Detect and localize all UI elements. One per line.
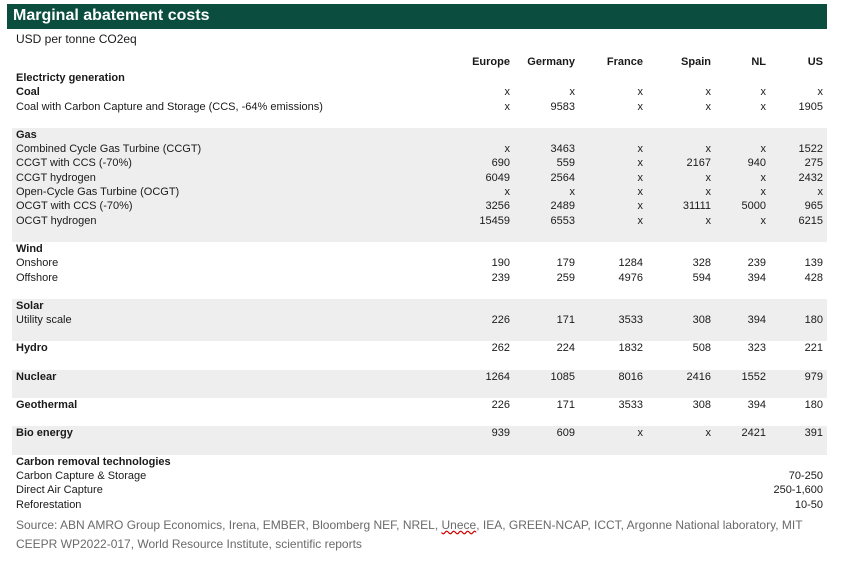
- value-cell: x: [715, 185, 770, 199]
- table-row: [12, 256, 827, 270]
- value-cell: 180: [770, 313, 827, 327]
- gap-cell: [647, 327, 715, 341]
- value-cell: 939: [447, 426, 514, 440]
- empty-cell: [647, 71, 715, 85]
- gap-cell: [12, 228, 392, 242]
- value-cell: [770, 242, 827, 256]
- group-gap-row: [12, 285, 827, 299]
- title-bar: [7, 4, 827, 29]
- gap-cell: [514, 228, 579, 242]
- gap-cell: [715, 356, 770, 370]
- carbon-removal-heading: Carbon removal technologies: [16, 455, 171, 468]
- gap-cell: [12, 327, 392, 341]
- value-cell: [715, 242, 770, 256]
- gap-cell: [12, 441, 392, 455]
- value-cell: 1832: [618, 342, 643, 355]
- gap-cell: [12, 356, 392, 370]
- value-cell: 3463: [514, 142, 579, 156]
- carbon-removal-label: Carbon Capture & Storage: [16, 469, 147, 482]
- carbon-removal-label: Direct Air Capture: [16, 484, 103, 497]
- gap-cell: [447, 228, 514, 242]
- value-cell: x: [715, 214, 770, 228]
- value-cell: 940: [715, 156, 770, 170]
- gap-cell: [770, 327, 827, 341]
- table-row: [12, 142, 827, 156]
- gap-cell: [579, 356, 647, 370]
- gap-cell: [579, 327, 647, 341]
- source-note: Source: ABN AMRO Group Economics, Irena, EMBER, Bloomberg NEF, NREL, Unece, IEA, GREEN-NCAP, ICCT, Argonne National laboratory, MIT CEEPR WP2022-017, World Resource Institute, scientific reports: [16, 518, 803, 551]
- carbon-removal-heading-row: [12, 455, 827, 469]
- value-cell: x: [647, 142, 715, 156]
- table-row: [12, 100, 827, 114]
- column-header: France: [606, 56, 643, 69]
- value-cell: 226: [491, 399, 510, 412]
- value-cell: 6049: [447, 171, 514, 185]
- value-cell: 2167: [647, 156, 715, 170]
- gap-cell: [12, 114, 392, 128]
- value-cell: [447, 299, 514, 313]
- group-gap-row: [12, 412, 827, 426]
- gap-cell: [447, 356, 514, 370]
- value-cell: [447, 242, 514, 256]
- gap-cell: [647, 412, 715, 426]
- value-cell: x: [579, 142, 647, 156]
- gap-cell: [392, 114, 447, 128]
- gap-cell: [447, 114, 514, 128]
- source-underlined-word: Unece: [441, 518, 477, 532]
- gap-cell: [579, 285, 647, 299]
- value-cell: [770, 299, 827, 313]
- value-cell: 224: [556, 342, 575, 355]
- gap-cell: [647, 285, 715, 299]
- value-cell: 139: [804, 257, 823, 270]
- value-cell: [715, 128, 770, 142]
- value-cell: 6553: [514, 214, 579, 228]
- value-cell: 2421: [715, 426, 770, 440]
- gap-cell: [12, 384, 392, 398]
- gap-cell: [514, 384, 579, 398]
- carbon-removal-value: 70-250: [788, 469, 823, 482]
- gap-cell: [447, 327, 514, 341]
- value-cell: [647, 242, 715, 256]
- value-cell: [514, 128, 579, 142]
- value-cell: [447, 128, 514, 142]
- table-row: [12, 242, 827, 256]
- header-spacer: [12, 54, 447, 71]
- gap-cell: [579, 441, 647, 455]
- gap-cell: [715, 441, 770, 455]
- value-cell: 1522: [770, 142, 827, 156]
- group-gap-row: [12, 228, 827, 242]
- value-cell: 8016: [579, 370, 647, 384]
- value-cell: [514, 299, 579, 313]
- gap-cell: [447, 412, 514, 426]
- value-cell: [647, 299, 715, 313]
- value-cell: 262: [491, 342, 510, 355]
- row-label: Onshore: [16, 257, 59, 270]
- section-heading: Electricty generation: [16, 72, 125, 84]
- gap-cell: [392, 285, 447, 299]
- value-cell: x: [447, 142, 514, 156]
- value-cell: 4976: [618, 271, 643, 284]
- gap-cell: [647, 441, 715, 455]
- value-cell: 5000: [715, 199, 770, 213]
- row-label: Geothermal: [16, 399, 78, 412]
- value-cell: 1905: [798, 100, 823, 113]
- value-cell: 179: [556, 257, 575, 270]
- value-cell: 221: [804, 342, 823, 355]
- value-cell: x: [705, 100, 711, 113]
- value-cell: [579, 242, 647, 256]
- table-row: [12, 313, 827, 327]
- table-row: [12, 199, 827, 213]
- spacer-cell: [392, 341, 447, 355]
- gap-cell: [514, 441, 579, 455]
- value-cell: x: [579, 214, 647, 228]
- value-cell: 3533: [618, 399, 643, 412]
- gap-cell: [514, 412, 579, 426]
- carbon-removal-row: [12, 483, 827, 497]
- gap-cell: [514, 356, 579, 370]
- value-cell: 3256: [447, 199, 514, 213]
- value-cell: x: [504, 86, 510, 99]
- carbon-removal-label: Reforestation: [16, 498, 82, 511]
- value-cell: 690: [447, 156, 514, 170]
- gap-cell: [647, 384, 715, 398]
- section-heading-row: [12, 71, 827, 85]
- value-cell: x: [647, 214, 715, 228]
- value-cell: 1264: [447, 370, 514, 384]
- value-cell: 394: [747, 271, 766, 284]
- gap-cell: [770, 441, 827, 455]
- table-row: [12, 128, 827, 142]
- table-row: [12, 370, 827, 384]
- row-label: Gas: [12, 128, 392, 142]
- value-cell: 979: [770, 370, 827, 384]
- value-cell: 508: [692, 342, 711, 355]
- value-cell: x: [647, 185, 715, 199]
- units-subtitle: USD per tonne CO2eq: [16, 32, 137, 46]
- row-label: Nuclear: [12, 370, 392, 384]
- group-gap-row: [12, 384, 827, 398]
- value-cell: 559: [514, 156, 579, 170]
- row-label: OCGT hydrogen: [12, 214, 392, 228]
- gap-cell: [770, 384, 827, 398]
- value-cell: x: [514, 185, 579, 199]
- spacer-cell: [392, 271, 447, 285]
- spacer-cell: [392, 214, 447, 228]
- gap-cell: [514, 114, 579, 128]
- gap-cell: [392, 228, 447, 242]
- empty-cell: [447, 71, 514, 85]
- value-cell: x: [760, 86, 766, 99]
- value-cell: 1552: [715, 370, 770, 384]
- value-cell: x: [447, 185, 514, 199]
- value-cell: x: [705, 86, 711, 99]
- value-cell: [579, 299, 647, 313]
- value-cell: x: [579, 185, 647, 199]
- spacer-cell: [392, 128, 447, 142]
- value-cell: x: [569, 86, 575, 99]
- carbon-removal-value: 10-50: [794, 498, 823, 511]
- gap-cell: [715, 285, 770, 299]
- row-label: Wind: [16, 242, 43, 255]
- value-cell: 428: [804, 271, 823, 284]
- value-cell: x: [504, 100, 510, 113]
- table-row: [12, 341, 827, 355]
- spacer-cell: [392, 398, 447, 412]
- value-cell: 965: [770, 199, 827, 213]
- value-cell: 171: [514, 313, 579, 327]
- value-cell: 323: [747, 342, 766, 355]
- row-label: Coal with Carbon Capture and Storage (CCS, -64% emissions): [16, 100, 323, 113]
- empty-cell: [579, 71, 647, 85]
- value-cell: 239: [747, 257, 766, 270]
- column-header: Germany: [527, 56, 575, 69]
- value-cell: 6215: [770, 214, 827, 228]
- spacer-cell: [392, 156, 447, 170]
- spacer-cell: [392, 256, 447, 270]
- table-row: [12, 156, 827, 170]
- table-row: [12, 85, 827, 99]
- row-label: Bio energy: [12, 426, 392, 440]
- gap-cell: [12, 285, 392, 299]
- gap-cell: [447, 384, 514, 398]
- value-cell: 1085: [514, 370, 579, 384]
- row-label: Combined Cycle Gas Turbine (CCGT): [12, 142, 392, 156]
- gap-cell: [579, 114, 647, 128]
- value-cell: 391: [770, 426, 827, 440]
- spacer-cell: [392, 370, 447, 384]
- carbon-removal-row: [12, 498, 827, 512]
- value-cell: 394: [747, 399, 766, 412]
- gap-cell: [715, 228, 770, 242]
- value-cell: 180: [804, 399, 823, 412]
- gap-cell: [12, 412, 392, 426]
- value-cell: 226: [447, 313, 514, 327]
- value-cell: 2564: [514, 171, 579, 185]
- value-cell: x: [647, 171, 715, 185]
- abatement-table: [12, 54, 827, 512]
- value-cell: [514, 242, 579, 256]
- value-cell: x: [579, 199, 647, 213]
- spacer-cell: [392, 185, 447, 199]
- gap-cell: [392, 327, 447, 341]
- gap-cell: [514, 285, 579, 299]
- gap-cell: [392, 356, 447, 370]
- spacer-cell: [392, 142, 447, 156]
- row-label: Open-Cycle Gas Turbine (OCGT): [12, 185, 392, 199]
- empty-cell: [514, 71, 579, 85]
- table-row: [12, 271, 827, 285]
- spacer-cell: [392, 313, 447, 327]
- value-cell: x: [579, 156, 647, 170]
- group-gap-row: [12, 327, 827, 341]
- value-cell: x: [760, 100, 766, 113]
- value-cell: 2489: [514, 199, 579, 213]
- column-header: NL: [751, 56, 766, 69]
- column-header: Spain: [681, 56, 711, 69]
- value-cell: 394: [715, 313, 770, 327]
- value-cell: x: [637, 100, 643, 113]
- value-cell: 259: [556, 271, 575, 284]
- spacer-cell: [392, 426, 447, 440]
- carbon-removal-row: [12, 469, 827, 483]
- value-cell: 275: [770, 156, 827, 170]
- gap-cell: [770, 285, 827, 299]
- gap-cell: [514, 327, 579, 341]
- gap-cell: [715, 384, 770, 398]
- row-label: Solar: [12, 299, 392, 313]
- value-cell: 1284: [618, 257, 643, 270]
- value-cell: x: [579, 171, 647, 185]
- gap-cell: [647, 228, 715, 242]
- row-label: Hydro: [16, 342, 48, 355]
- spacer-cell: [392, 100, 447, 114]
- value-cell: 3533: [579, 313, 647, 327]
- value-cell: x: [579, 426, 647, 440]
- value-cell: 239: [491, 271, 510, 284]
- gap-cell: [770, 228, 827, 242]
- gap-cell: [715, 114, 770, 128]
- spacer-cell: [392, 299, 447, 313]
- gap-cell: [770, 412, 827, 426]
- gap-cell: [392, 412, 447, 426]
- gap-cell: [647, 114, 715, 128]
- column-header-row: [12, 54, 827, 71]
- gap-cell: [447, 285, 514, 299]
- table-row: [12, 299, 827, 313]
- spacer-cell: [392, 171, 447, 185]
- page-title: Marginal abatement costs: [13, 7, 210, 24]
- value-cell: 609: [514, 426, 579, 440]
- value-cell: 2432: [770, 171, 827, 185]
- group-gap-row: [12, 441, 827, 455]
- value-cell: x: [647, 426, 715, 440]
- row-label: CCGT hydrogen: [12, 171, 392, 185]
- gap-cell: [392, 441, 447, 455]
- row-label: Coal: [16, 86, 40, 99]
- row-label: Offshore: [16, 271, 58, 284]
- value-cell: 2416: [647, 370, 715, 384]
- spacer-cell: [392, 85, 447, 99]
- empty-cell: [770, 71, 827, 85]
- group-gap-row: [12, 356, 827, 370]
- gap-cell: [715, 412, 770, 426]
- table-row: [12, 214, 827, 228]
- value-cell: x: [715, 171, 770, 185]
- gap-cell: [447, 441, 514, 455]
- gap-cell: [770, 114, 827, 128]
- gap-cell: [579, 412, 647, 426]
- spacer-cell: [392, 199, 447, 213]
- value-cell: 9583: [550, 100, 575, 113]
- gap-cell: [392, 384, 447, 398]
- gap-cell: [579, 228, 647, 242]
- column-header: US: [807, 56, 823, 69]
- gap-cell: [579, 384, 647, 398]
- value-cell: 594: [692, 271, 711, 284]
- empty-cell: [715, 71, 770, 85]
- row-label: OCGT with CCS (-70%): [12, 199, 392, 213]
- value-cell: 171: [556, 399, 575, 412]
- spacer-cell: [392, 242, 447, 256]
- gap-cell: [647, 356, 715, 370]
- carbon-removal-value: 250-1,600: [773, 484, 823, 497]
- value-cell: x: [715, 142, 770, 156]
- value-cell: x: [770, 185, 827, 199]
- value-cell: x: [817, 86, 823, 99]
- group-gap-row: [12, 114, 827, 128]
- table-row: [12, 185, 827, 199]
- value-cell: 190: [491, 257, 510, 270]
- value-cell: 308: [647, 313, 715, 327]
- value-cell: [647, 128, 715, 142]
- value-cell: [579, 128, 647, 142]
- gap-cell: [770, 356, 827, 370]
- value-cell: 15459: [447, 214, 514, 228]
- value-cell: 308: [692, 399, 711, 412]
- table-row: [12, 171, 827, 185]
- column-header: Europe: [472, 56, 510, 69]
- row-label: Utility scale: [12, 313, 392, 327]
- table-row: [12, 398, 827, 412]
- value-cell: 328: [692, 257, 711, 270]
- gap-cell: [715, 327, 770, 341]
- value-cell: x: [637, 86, 643, 99]
- value-cell: 31111: [647, 199, 715, 213]
- value-cell: [715, 299, 770, 313]
- table-row: [12, 426, 827, 440]
- value-cell: [770, 128, 827, 142]
- row-label: CCGT with CCS (-70%): [12, 156, 392, 170]
